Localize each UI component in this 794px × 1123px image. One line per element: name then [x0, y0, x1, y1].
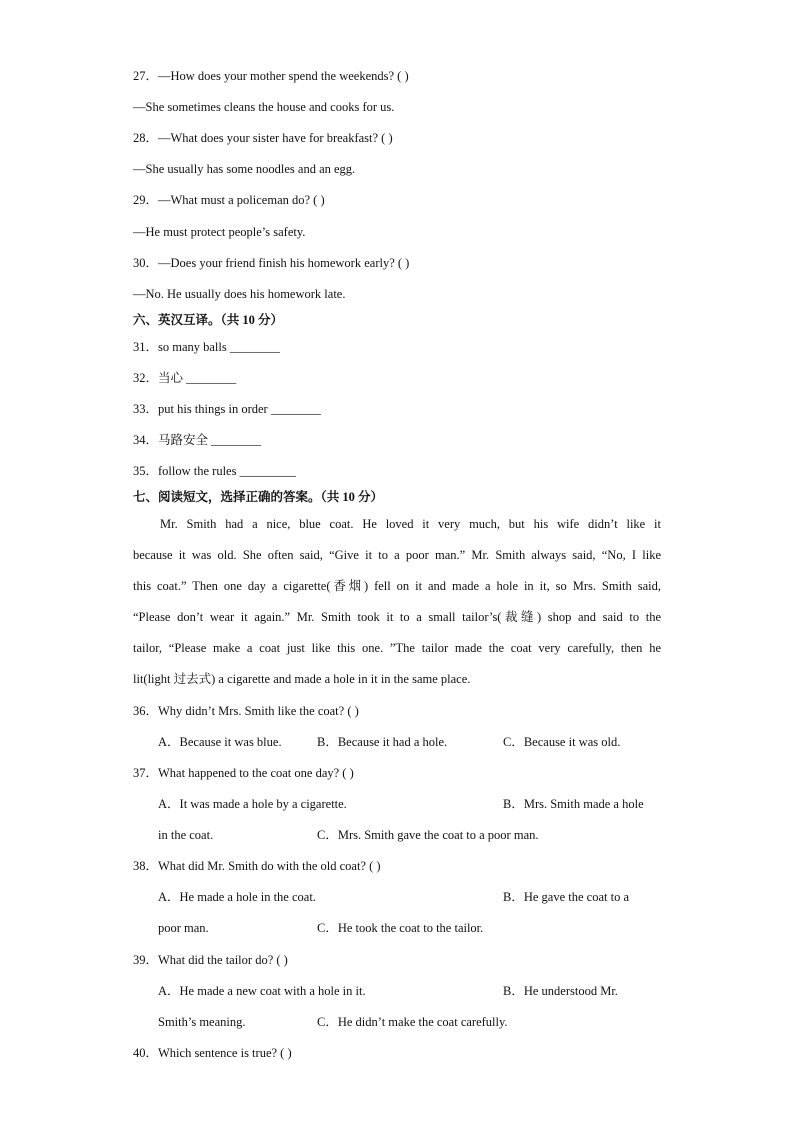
passage-line: tailor, “Please make a coat just like this one. ”The tailor made the coat very carefully, then he [133, 641, 661, 655]
option-39-c: C．He didn’t make the coat carefully. [317, 1015, 508, 1029]
answer-28: —She usually has some noodles and an egg. [133, 162, 356, 176]
option-37-c: C．Mrs. Smith gave the coat to a poor man. [317, 828, 539, 842]
passage-line: lit(light 过去式) a cigarette and made a hole in it in the same place. [133, 672, 471, 686]
option-39-a: A．He made a new coat with a hole in it. [158, 984, 366, 998]
question-36: 36．Why didn’t Mrs. Smith like the coat? ( ) [133, 704, 359, 718]
translation-item-32: 32．当心 ________ [133, 371, 237, 385]
option-38-b: B．He gave the coat to a [503, 890, 629, 904]
question-40: 40．Which sentence is true? ( ) [133, 1046, 292, 1060]
translation-item-34: 34．马路安全 ________ [133, 433, 262, 447]
option-37-b: B．Mrs. Smith made a hole [503, 797, 644, 811]
passage-line: this coat.” Then one day a cigarette(香烟) fell on it and made a hole in it, so Mrs. Smith said, [133, 579, 661, 593]
option-38-c: C．He took the coat to the tailor. [317, 921, 484, 935]
answer-29: —He must protect people’s safety. [133, 225, 306, 239]
translation-item-33: 33．put his things in order ________ [133, 402, 321, 416]
option-36-b: B．Because it had a hole. [317, 735, 448, 749]
question-37: 37．What happened to the coat one day? ( ) [133, 766, 354, 780]
option-39-b-continued: Smith’s meaning. [158, 1015, 246, 1029]
answer-27: —She sometimes cleans the house and cooks for us. [133, 100, 395, 114]
question-29: 29．—What must a policeman do? ( ) [133, 193, 325, 207]
question-30: 30．—Does your friend finish his homework early? ( ) [133, 256, 410, 270]
passage-line: because it was old. She often said, “Give it to a poor man.” Mr. Smith always said, “No, I like [133, 548, 661, 562]
option-39-b: B．He understood Mr. [503, 984, 618, 998]
translation-item-35: 35．follow the rules _________ [133, 464, 296, 478]
option-36-a: A．Because it was blue. [158, 735, 282, 749]
question-39: 39．What did the tailor do? ( ) [133, 953, 288, 967]
passage-line: Mr. Smith had a nice, blue coat. He loved it very much, but his wife didn’t like it [160, 517, 661, 531]
answer-30: —No. He usually does his homework late. [133, 287, 346, 301]
question-38: 38．What did Mr. Smith do with the old coat? ( ) [133, 859, 381, 873]
option-37-a: A．It was made a hole by a cigarette. [158, 797, 347, 811]
translation-item-31: 31．so many balls ________ [133, 340, 280, 354]
option-38-b-continued: poor man. [158, 921, 209, 935]
passage-line: “Please don’t wear it again.” Mr. Smith took it to a small tailor’s(裁缝) shop and said to the [133, 610, 661, 624]
option-38-a: A．He made a hole in the coat. [158, 890, 316, 904]
section-6-title: 六、英汉互译。（共 10 分） [133, 313, 284, 327]
option-36-c: C．Because it was old. [503, 735, 621, 749]
question-28: 28．—What does your sister have for breakfast? ( ) [133, 131, 393, 145]
section-7-title: 七、阅读短文，选择正确的答案。（共 10 分） [133, 490, 384, 504]
option-37-b-continued: in the coat. [158, 828, 214, 842]
question-27: 27．—How does your mother spend the weekends? ( ) [133, 69, 409, 83]
